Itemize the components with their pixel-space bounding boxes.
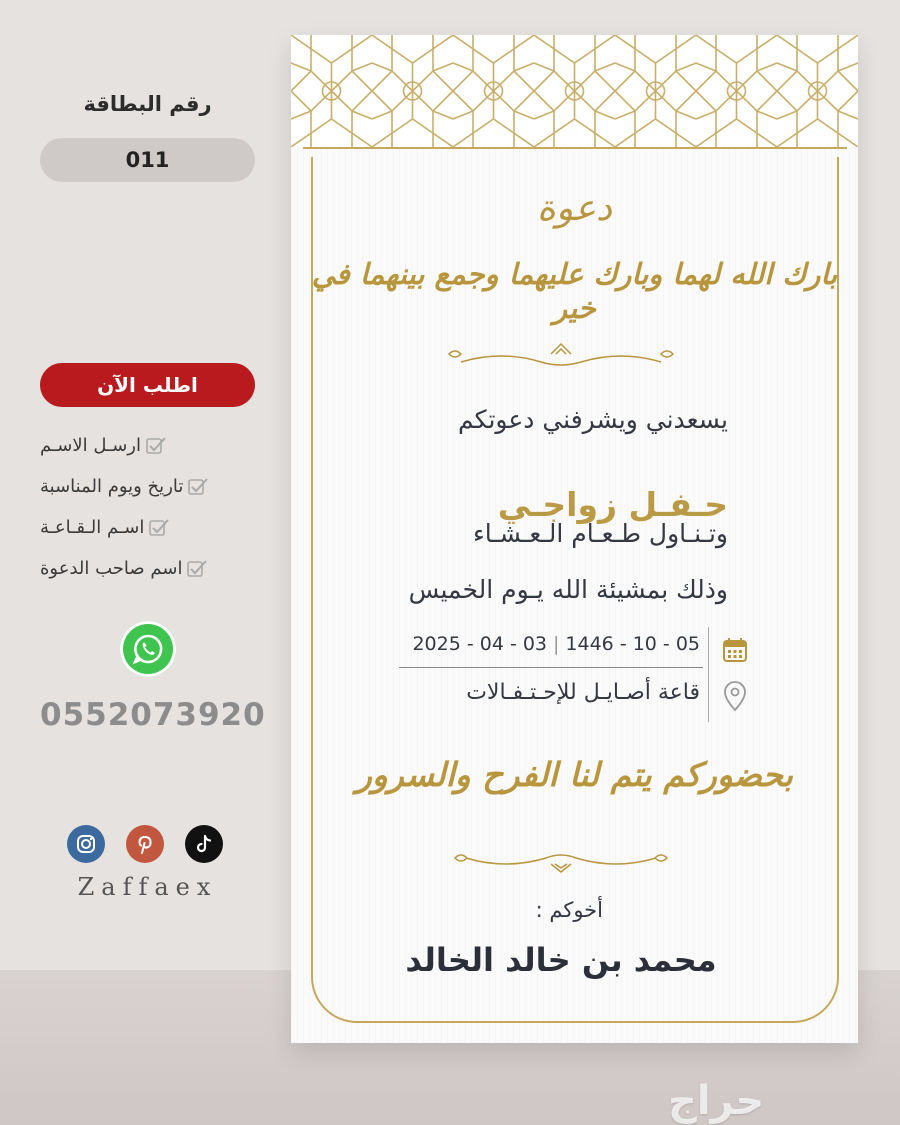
list-item-label: اسـم الـقـاعـة: [40, 517, 145, 538]
list-item: [40, 425, 255, 466]
closing-calligraphy: بحضوركم يتم لنا الفرح والسرور: [356, 755, 793, 794]
event-dates: 2025 - 04 - 03 | 1446 - 10 - 05: [412, 633, 700, 655]
requirements-list: [40, 425, 255, 589]
list-item: [40, 507, 255, 548]
checkbox-icon: [186, 559, 208, 579]
from-label: أخوكم :: [535, 898, 603, 922]
details-divider-vertical: [708, 627, 709, 722]
list-item-label: ارسـل الاسـم: [40, 435, 142, 456]
date-gregorian: 2025 - 04 - 03: [412, 633, 548, 655]
location-pin-icon: [722, 680, 748, 712]
card-number-badge: 011: [40, 138, 255, 182]
checkbox-icon: [145, 436, 167, 456]
blessing-calligraphy: بارك الله لهما وبارك عليهما وجمع بينهما في خير: [311, 257, 838, 325]
details-divider: [399, 667, 703, 668]
card-number-label: رقم البطاقة: [83, 92, 212, 116]
list-item: [40, 466, 255, 507]
checkbox-icon: [187, 477, 209, 497]
calendar-icon: [721, 636, 749, 664]
checkbox-icon: [148, 518, 170, 538]
watermark-logo: حراج: [668, 1078, 765, 1124]
host-name: محمد بن خالد الخالد: [405, 941, 717, 979]
invite-line-2: وتـنـاول طـعـام الـعـشـاء: [473, 519, 728, 548]
invite-line-1: يسعدني ويشرفني دعوتكم: [458, 405, 728, 434]
islamic-pattern-header: [291, 35, 858, 147]
list-item: [40, 548, 255, 589]
pinterest-icon[interactable]: [126, 825, 164, 863]
ornament-divider-icon: [451, 842, 671, 876]
invitation-title: دعوة: [537, 188, 612, 229]
venue-name: قاعة أصـايـل للإحـتـفـالات: [466, 680, 700, 705]
invite-line-3: وذلك بمشيئة الله يـوم الخميس: [408, 575, 728, 604]
tiktok-icon[interactable]: [185, 825, 223, 863]
celebration-title: حـفـل زواجـي: [497, 485, 728, 524]
list-item-label: اسم صاحب الدعوة: [40, 558, 183, 579]
order-now-button[interactable]: اطلب الآن: [40, 363, 255, 407]
ornament-divider-icon: [441, 340, 681, 374]
date-hijri: 1446 - 10 - 05: [565, 633, 700, 655]
brand-name: Zaffaex: [77, 873, 218, 901]
instagram-icon[interactable]: [67, 825, 105, 863]
whatsapp-icon[interactable]: [120, 621, 176, 677]
list-item-label: تاريخ ويوم المناسبة: [40, 476, 184, 497]
phone-number[interactable]: 0552073920: [40, 697, 266, 733]
invitation-card: [291, 35, 858, 1043]
